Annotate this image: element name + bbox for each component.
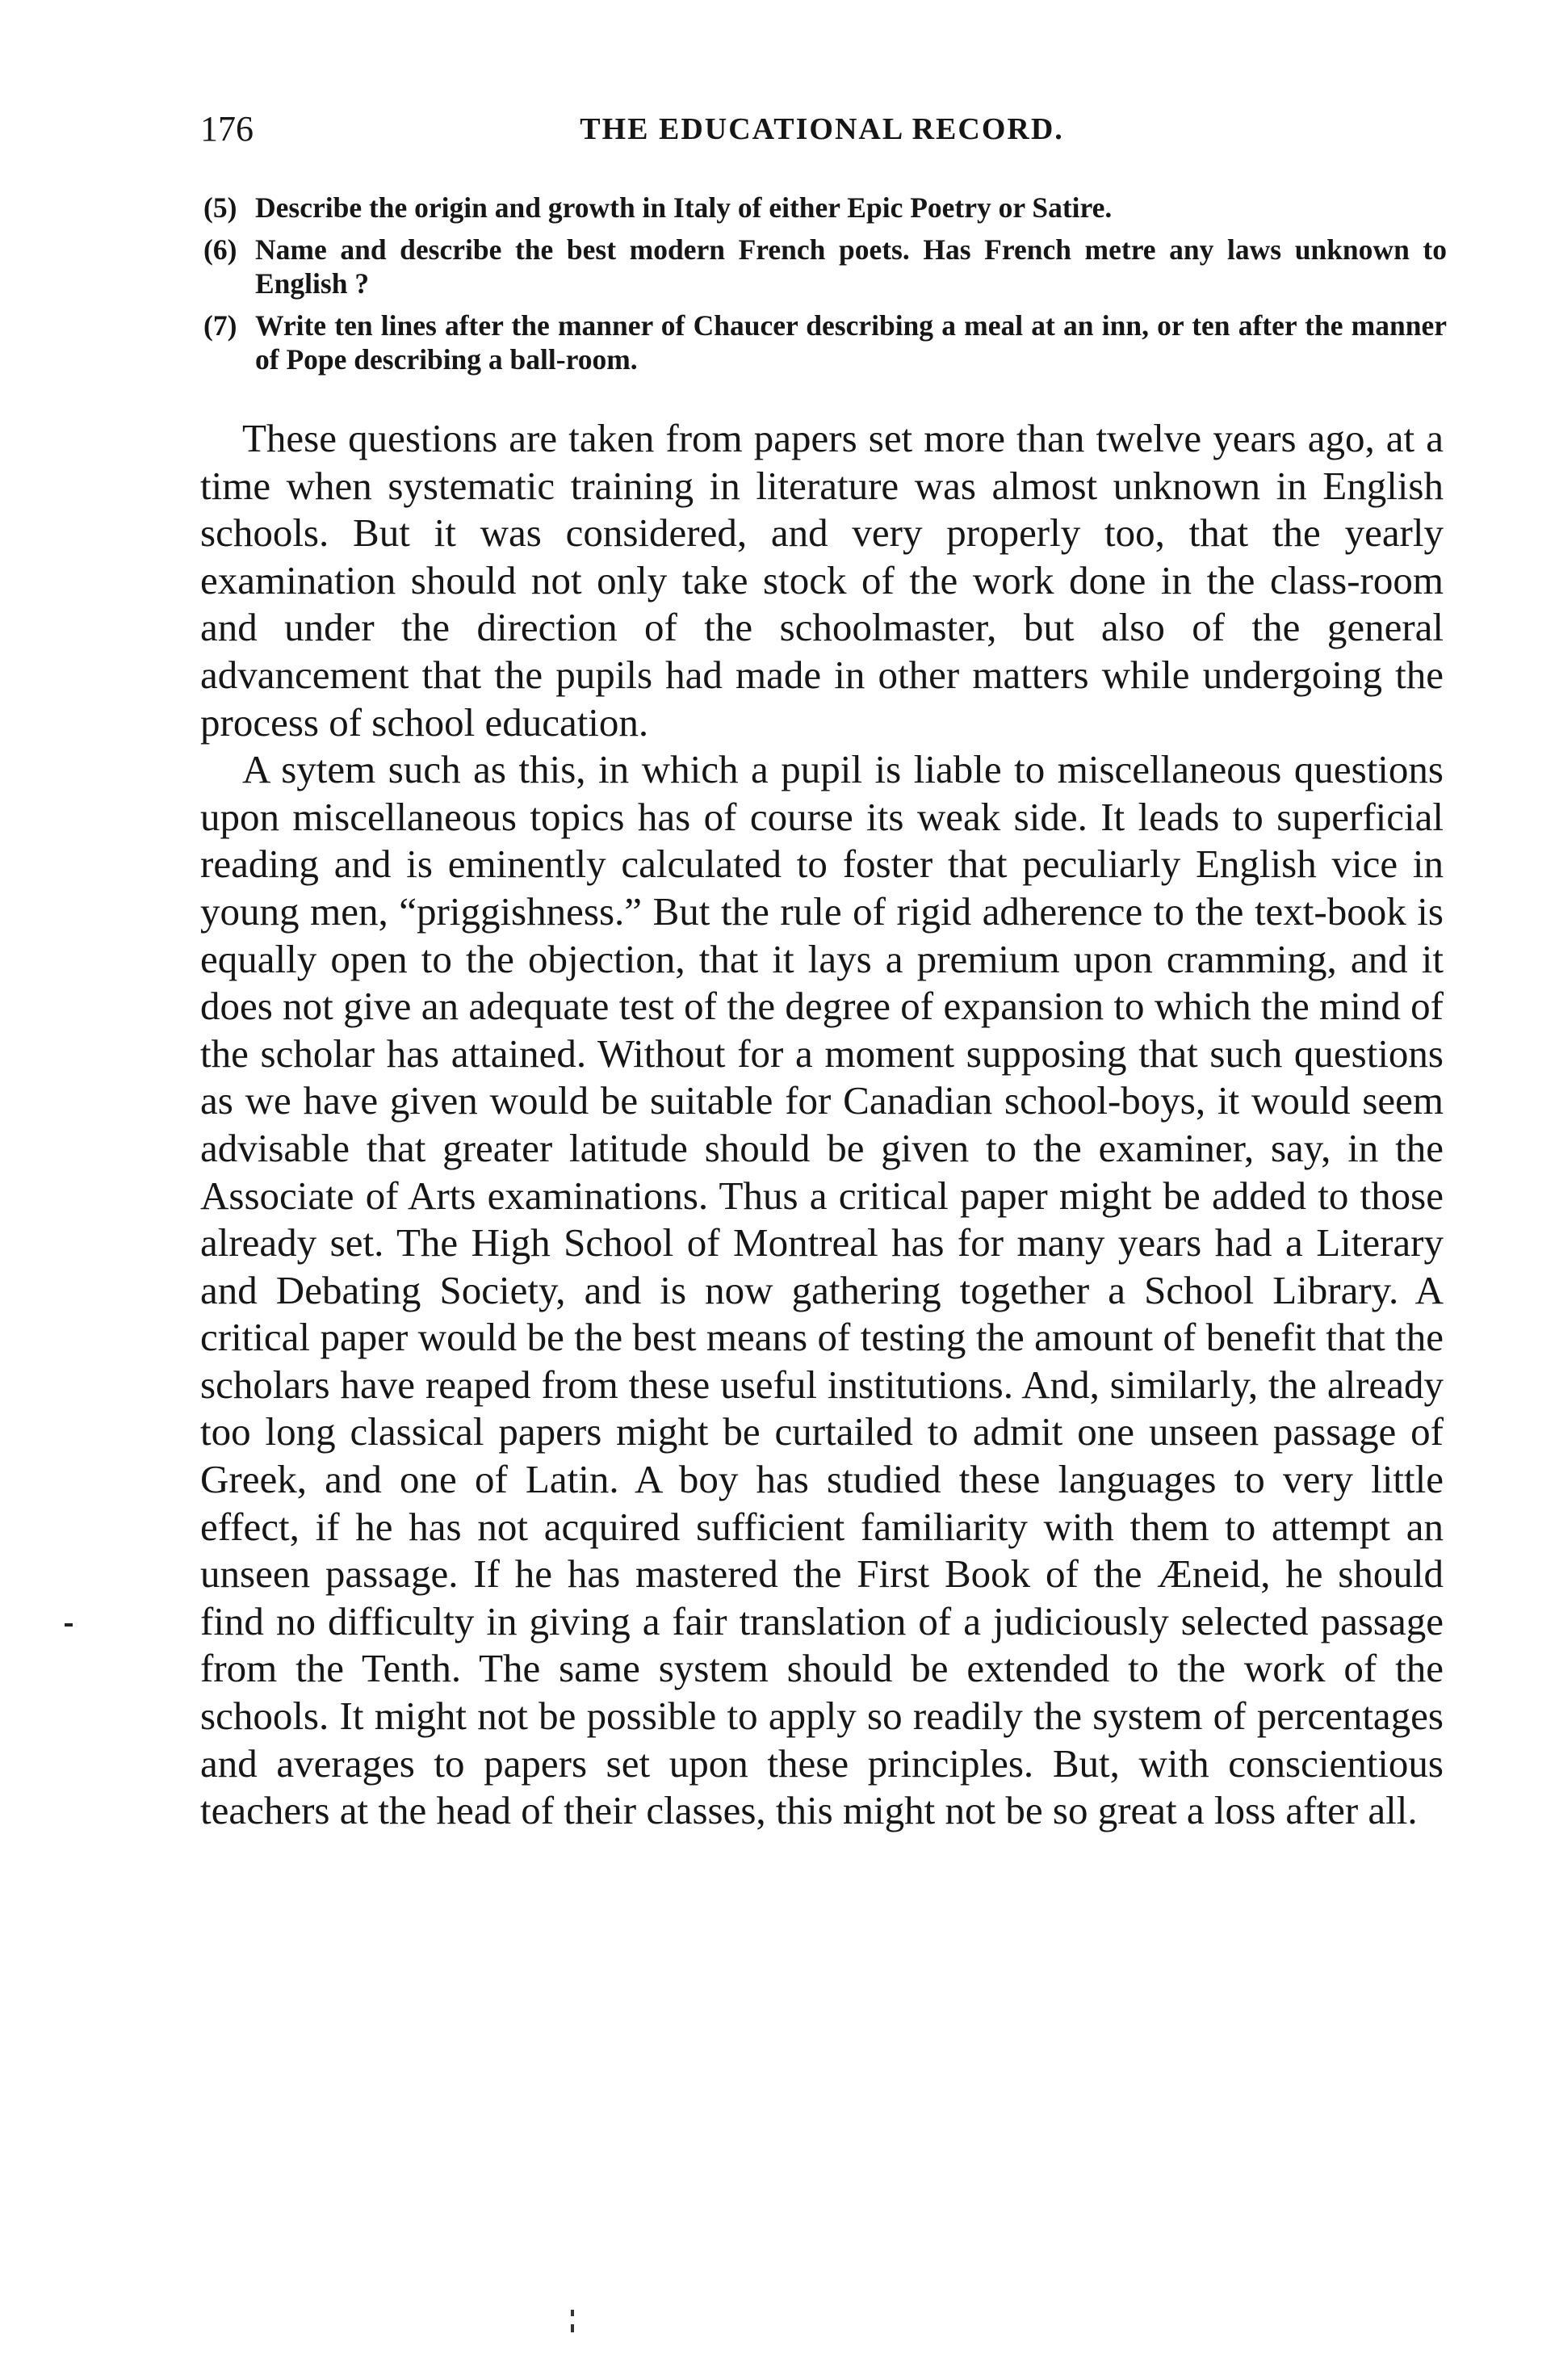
question-text: Write ten lines after the manner of Chaucer describing a meal at an inn, or ten after the manner of Pope describing a ball-room. — [255, 309, 1447, 376]
body-paragraph: These questions are taken from papers set more than twelve years ago, at a time when systematic training in literature was almost unknown in English schools. But it was considered, and very properly too, that the yearly examination should not only take stock of the work done in the class-room and under the direction of the schoolmaster, but also of the general advancement that the pupils had made in other matters while undergoing the process of school education. — [200, 416, 1444, 745]
question-number: (7) — [203, 309, 237, 342]
page-number: 176 — [200, 109, 254, 149]
page-header — [200, 105, 1444, 153]
body-paragraph: A sytem such as this, in which a pupil is liable to miscellaneous questions upon miscellaneous topics has of course its weak side. It leads to superficial reading and is eminently calculated to foster that peculiarly English vice in young men, “priggishness.” But the rule of rigid adherence to the text-book is equally open to the objection, that it lays a premium upon cramming, and it does not give an adequate test of the degree of expansion to which the mind of the scholar has attained. Without for a moment supposing that such questions as we have given would be suitable for Canadian school-boys, it would seem advisable that greater latitude should be given to the examiner, say, in the Associate of Arts examinations. Thus a critical paper might be added to those already set. The High School of Montreal has for many years had a Literary and Debating Society, and is now gathering together a School Library. A critical paper would be the best means of testing the amount of benefit that the scholars have reaped from these useful institutions. And, similarly, the already too long classical papers might be curtailed to admit one unseen passage of Greek, and one of Latin. A boy has studied these languages to very little effect, if he has not acquired sufficient familiarity with them to attempt an unseen passage. If he has mastered the First Book of the Æneid, he should find no difficulty in giving a fair translation of a judiciously selected passage from the Tenth. The same system should be extended to the work of the schools. It might not be possible to apply so readily the system of percentages and averages to papers set upon these principles. But, with conscientious teachers at the head of their classes, this might not be so great a loss after all. — [200, 747, 1444, 1833]
question-text: Name and describe the best modern French poets. Has French metre any laws unknown to English ? — [255, 233, 1447, 300]
article-body — [200, 415, 1444, 1835]
exam-question — [203, 191, 1447, 225]
question-text: Describe the origin and growth in Italy of either Epic Poetry or Satire. — [255, 191, 1113, 224]
print-speck — [65, 1623, 73, 1627]
exam-questions-list — [203, 191, 1447, 384]
running-head: THE EDUCATIONAL RECORD. — [580, 112, 1064, 146]
exam-question — [203, 309, 1447, 376]
print-speck — [571, 2310, 574, 2342]
question-number: (6) — [203, 233, 237, 266]
exam-question — [203, 233, 1447, 300]
question-number: (5) — [203, 191, 237, 224]
